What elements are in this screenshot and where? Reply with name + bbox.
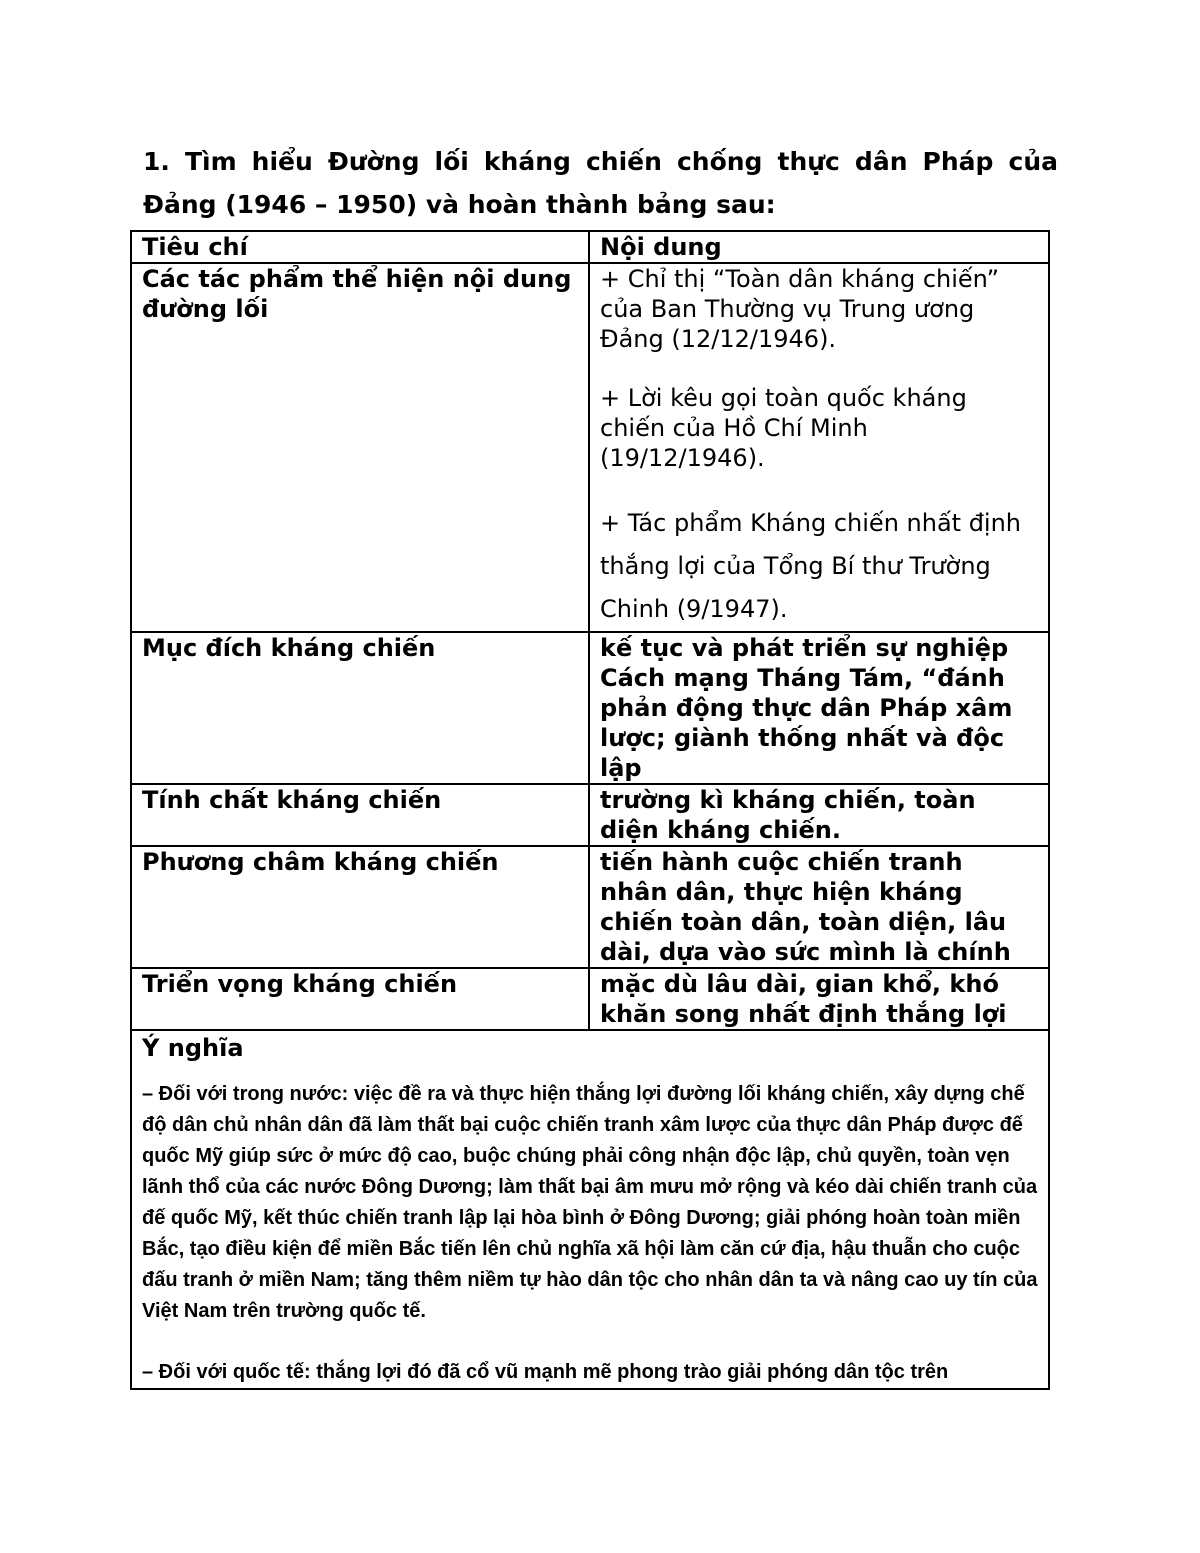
table-header-row <box>131 231 1049 263</box>
criterion-cell: Tính chất kháng chiến <box>131 784 589 846</box>
table-row <box>131 968 1049 1030</box>
criterion-cell: Triển vọng kháng chiến <box>131 968 589 1030</box>
significance-international: – Đối với quốc tế: thắng lợi đó đã cổ vũ mạnh mẽ phong trào giải phóng dân tộc trên <box>142 1361 949 1383</box>
header-content: Nội dung <box>589 231 1049 263</box>
work-item: + Tác phẩm Kháng chiến nhất định thắng lợi của Tổng Bí thư Trường Chinh (9/1947). <box>600 509 1022 623</box>
significance-row <box>131 1030 1049 1389</box>
work-item: + Chỉ thị “Toàn dân kháng chiến” của Ban Thường vụ Trung ương Đảng (12/12/1946). <box>600 265 1000 353</box>
table-row <box>131 263 1049 632</box>
resistance-table <box>130 230 1050 1390</box>
criterion-cell: Mục đích kháng chiến <box>131 632 589 784</box>
criterion-cell: Các tác phẩm thể hiện nội dung đường lối <box>131 263 589 632</box>
page-heading: 1. Tìm hiểu Đường lối kháng chiến chống thực dân Pháp của Đảng (1946 – 1950) và hoàn thành bảng sau: <box>143 147 1058 219</box>
content-cell: trường kì kháng chiến, toàn diện kháng chiến. <box>589 784 1049 846</box>
content-cell <box>589 263 1049 632</box>
significance-domestic: – Đối với trong nước: việc đề ra và thực hiện thắng lợi đường lối kháng chiến, xây dựng chế độ dân chủ nhân dân đã làm thất bại cuộc chiến tranh xâm lược của thực dân Pháp được đế quốc Mỹ giúp sức ở mức độ cao, buộc chúng phải công nhận độc lập, chủ quyền, toàn vẹn lãnh thổ của các nước Đông Dương; làm thất bại âm mưu mở rộng và kéo dài chiến tranh của đế quốc Mỹ, kết thúc chiến tranh lập lại hòa bình ở Đông Dương; giải phóng hoàn toàn miền Bắc, tạo điều kiện để miền Bắc tiến lên chủ nghĩa xã hội làm căn cứ địa, hậu thuẫn cho cuộc đấu tranh ở miền Nam; tăng thêm niềm tự hào dân tộc cho nhân dân ta và nâng cao uy tín của Việt Nam trên trường quốc tế. <box>142 1083 1038 1322</box>
content-cell: tiến hành cuộc chiến tranh nhân dân, thực hiện kháng chiến toàn dân, toàn diện, lâu dài, dựa vào sức mình là chính <box>589 846 1049 968</box>
criterion-cell: Phương châm kháng chiến <box>131 846 589 968</box>
table-row <box>131 784 1049 846</box>
significance-cell <box>131 1030 1049 1389</box>
table-row <box>131 632 1049 784</box>
work-item: + Lời kêu gọi toàn quốc kháng chiến của Hồ Chí Minh (19/12/1946). <box>600 384 967 472</box>
content-cell: kế tục và phát triển sự nghiệp Cách mạng Tháng Tám, “đánh phản động thực dân Pháp xâm lược; giành thống nhất và độc lập <box>589 632 1049 784</box>
significance-title: Ý nghĩa <box>142 1034 244 1062</box>
header-criterion: Tiêu chí <box>131 231 589 263</box>
table-row <box>131 846 1049 968</box>
content-cell: mặc dù lâu dài, gian khổ, khó khăn song nhất định thắng lợi <box>589 968 1049 1030</box>
